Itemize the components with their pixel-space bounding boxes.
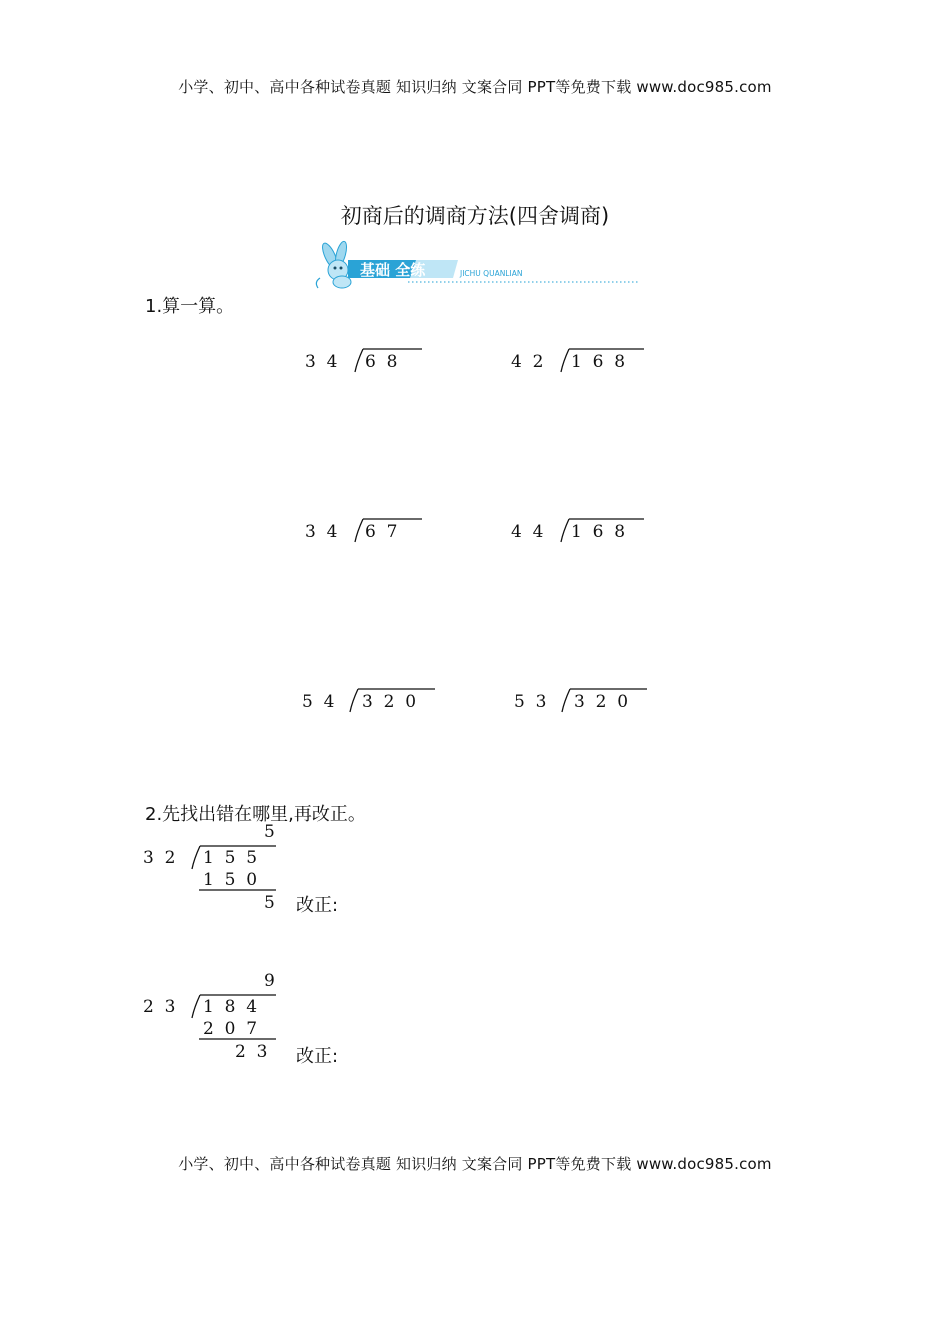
dividend: 3 2 0 — [362, 692, 417, 712]
page-header: 小学、初中、高中各种试卷真题 知识归纳 文案合同 PPT等免费下载 www.doc985.com — [178, 78, 772, 96]
quotient: 5 — [264, 822, 275, 842]
dividend: 1 5 5 — [203, 848, 258, 868]
product: 2 0 7 — [203, 1019, 258, 1039]
divisor: 3 2 — [143, 848, 176, 868]
divisor: 3 4 — [305, 522, 338, 542]
question-1-label: 1.算一算。 — [145, 296, 235, 317]
page-title: 初商后的调商方法(四舍调商) — [340, 204, 610, 228]
dividend: 6 8 — [365, 352, 398, 372]
banner-graphic — [308, 238, 643, 290]
remainder: 2 3 — [235, 1042, 268, 1062]
banner-label-en: JICHU QUANLIAN — [460, 269, 523, 278]
correction-label: 改正: — [296, 1046, 339, 1067]
page-footer: 小学、初中、高中各种试卷真题 知识归纳 文案合同 PPT等免费下载 www.doc985.com — [178, 1155, 772, 1173]
dividend: 3 2 0 — [574, 692, 629, 712]
divisor: 2 3 — [143, 997, 176, 1017]
dividend: 1 6 8 — [571, 522, 626, 542]
dividend: 6 7 — [365, 522, 398, 542]
divisor: 4 2 — [511, 352, 544, 372]
remainder: 5 — [264, 893, 275, 913]
correction-label: 改正: — [296, 895, 339, 916]
question-2-label: 2.先找出错在哪里,再改正。 — [145, 804, 366, 825]
divisor: 5 4 — [302, 692, 335, 712]
dividend: 1 8 4 — [203, 997, 258, 1017]
section-banner — [308, 238, 643, 290]
divisor: 5 3 — [514, 692, 547, 712]
product: 1 5 0 — [203, 870, 258, 890]
banner-label-cn: 基础 全练 — [360, 261, 426, 279]
dividend: 1 6 8 — [571, 352, 626, 372]
quotient: 9 — [264, 971, 275, 991]
rabbit-mascot-icon — [316, 240, 351, 288]
divisor: 4 4 — [511, 522, 544, 542]
divisor: 3 4 — [305, 352, 338, 372]
